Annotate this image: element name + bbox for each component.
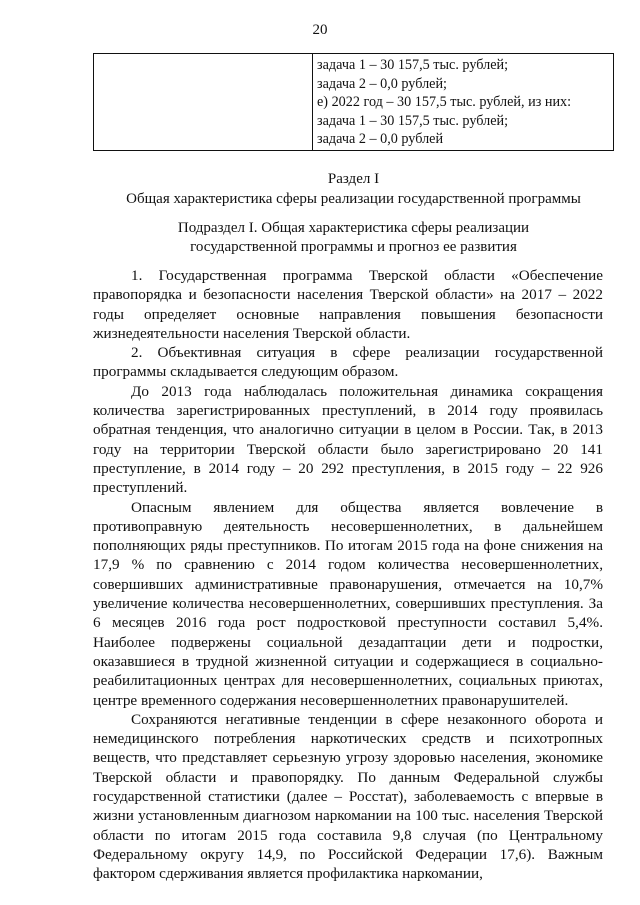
- body-text: [93, 266, 603, 884]
- paragraph: Опасным явлением для общества является вовлечение в противоправную деятельность несовершеннолетних, в дальнейшем пополняющих ряды преступников. По итогам 2015 года на фоне снижения на 17,9 % по сравнению с 2014 годом количества несовершеннолетних, совершивших административные правонарушения, отмечается на 10,7% увеличение количества несовершеннолетних, совершивших преступления. За 6 месяцев 2016 года рост подростковой преступности составил 5,4%. Наиболее подвержены социальной дезадаптации дети и подростки, оказавшиеся в трудной жизненной ситуации и содержащиеся в социально-реабилитационных центрах для несовершеннолетних, социальных приютах, центре временного содержания несовершеннолетних правонарушителей.: [93, 498, 603, 709]
- section-title: Общая характеристика сферы реализации государственной программы: [126, 191, 581, 207]
- funding-line: задача 2 – 0,0 рублей: [317, 131, 444, 148]
- funding-line: задача 2 – 0,0 рублей;: [317, 75, 447, 92]
- page-number: 20: [312, 22, 328, 38]
- paragraph: Сохраняются негативные тенденции в сфере незаконного оборота и немедицинского потребления наркотических средств и психотропных веществ, что представляет серьезную угрозу здоровью населения, экономике Тверской области и правопорядку. По данным Федеральной службы государственной статистики (далее – Росстат), заболеваемость с впервые в жизни установленным диагнозом наркомании на 100 тыс. населения Тверской области по итогам 2015 года составила 9,8 случая (по Центральному Федеральному округу 14,9, по Российской Федерации 17,6). Важным фактором сдерживания является профилактика наркомании,: [93, 710, 603, 883]
- table-row: [94, 54, 614, 151]
- paragraph: 2. Объективная ситуация в сфере реализации государственной программы складывается следующим образом.: [93, 344, 603, 381]
- budget-table: [93, 53, 614, 151]
- paragraph: До 2013 года наблюдалась положительная динамика сокращения количества зарегистрированных преступлений, в 2014 году проявилась обратная тенденция, что аналогично ситуации в целом в России. Так, в 2013 году на территории Тверской области было зарегистрировано 20 141 преступление, в 2014 году – 20 292 преступления, в 2015 году – 22 926 преступлений.: [93, 382, 603, 497]
- table-funding-cell: [313, 54, 614, 151]
- subsection-title-line-2: государственной программы и прогноз ее развития: [190, 239, 517, 255]
- funding-line: задача 1 – 30 157,5 тыс. рублей;: [317, 112, 509, 129]
- section-label: Раздел I: [327, 171, 380, 187]
- paragraph: 1. Государственная программа Тверской области «Обеспечение правопорядка и безопасности населения Тверской области» на 2017 – 2022 годы определяет основные направления повышения безопасности жизнедеятельности населения Тверской области.: [93, 267, 603, 342]
- subsection-title-line-1: Подраздел I. Общая характеристика сферы реализации: [177, 220, 530, 236]
- table-empty-cell: [94, 54, 313, 151]
- funding-line: задача 1 – 30 157,5 тыс. рублей;: [317, 57, 509, 73]
- funding-line: е) 2022 год – 30 157,5 тыс. рублей, из них:: [317, 94, 572, 111]
